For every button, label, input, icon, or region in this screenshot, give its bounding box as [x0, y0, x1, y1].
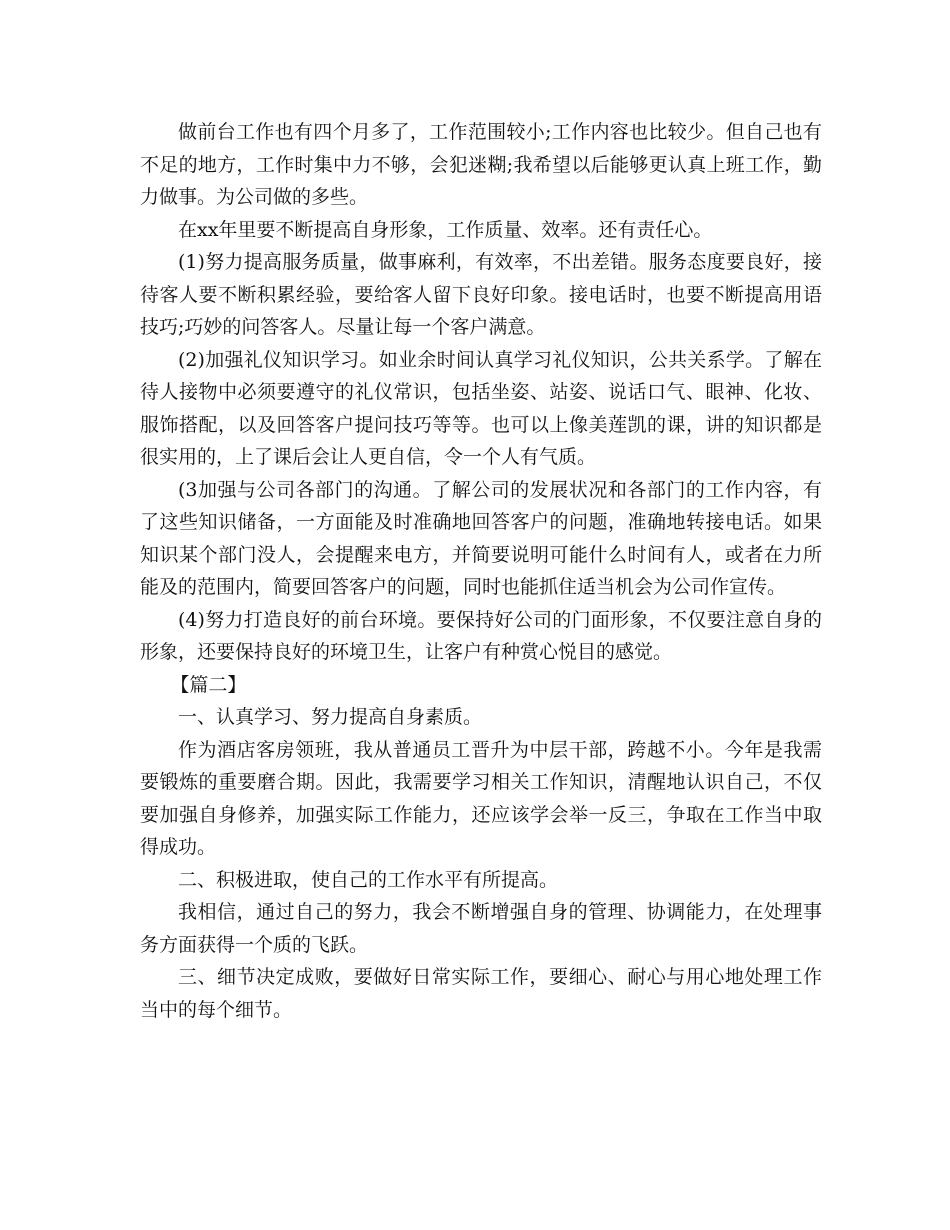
paragraph: 二、积极进取，使自己的工作水平有所提高。 [178, 868, 559, 891]
paragraph: (1)努力提高服务质量，做事麻利，有效率，不出差错。服务态度要良好，接待客人要不断积累经验，要给客人留下良好印象。接电话时，也要不断提高用语技巧;巧妙的问答客人。尽量让每一个客户满意。 [140, 251, 822, 338]
paragraph: (4)努力打造良好的前台环境。要保持好公司的门面形象，不仅要注意自身的形象，还要保持良好的环境卫生，让客户有种赏心悦目的感觉。 [140, 608, 822, 663]
paragraph: (3加强与公司各部门的沟通。了解公司的发展状况和各部门的工作内容，有了这些知识储备，一方面能及时准确地回答客户的问题，准确地转接电话。如果知识某个部门没人，会提醒来电方，并简要说明可能什么时间有人，或者在力所能及的范围内，简要回答客户的问题，同时也能抓住适当机会为公司作宣传。 [140, 478, 822, 598]
document-page [140, 116, 822, 1026]
paragraph: 三、细节决定成败，要做好日常实际工作，要细心、耐心与用心地处理工作当中的每个细节。 [140, 966, 822, 1021]
paragraph: (2)加强礼仪知识学习。如业余时间认真学习礼仪知识，公共关系学。了解在待人接物中必须要遵守的礼仪常识，包括坐姿、站姿、说话口气、眼神、化妆、服饰搭配，以及回答客户提问技巧等等。也可以上像美莲凯的课，讲的知识都是很实用的，上了课后会让人更自信，令一个人有气质。 [140, 348, 822, 468]
paragraph: 我相信，通过自己的努力，我会不断增强自身的管理、协调能力，在处理事务方面获得一个质的飞跃。 [140, 901, 822, 956]
paragraph: 在xx年里要不断提高自身形象，工作质量、效率。还有责任心。 [178, 218, 713, 241]
paragraph: 做前台工作也有四个月多了，工作范围较小;工作内容也比较少。但自己也有不足的地方，工作时集中力不够，会犯迷糊;我希望以后能够更认真上班工作，勤力做事。为公司做的多些。 [140, 121, 822, 208]
paragraph: 一、认真学习、努力提高自身素质。 [178, 706, 483, 728]
section-heading: 【篇二】 [170, 673, 247, 696]
paragraph: 作为酒店客房领班，我从普通员工晋升为中层干部，跨越不小。今年是我需要锻炼的重要磨合期。因此，我需要学习相关工作知识，清醒地认识自己，不仅要加强自身修养，加强实际工作能力，还应该学会举一反三，争取在工作当中取得成功。 [140, 738, 822, 858]
